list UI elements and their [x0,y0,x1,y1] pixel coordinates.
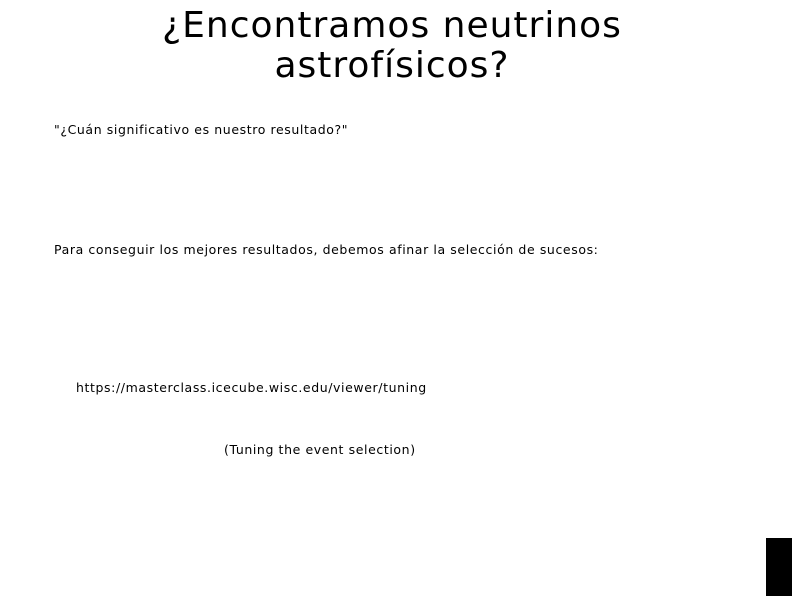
tuning-caption: (Tuning the event selection) [224,442,416,457]
slide-title-line-1: ¿Encontramos neutrinos [162,5,622,46]
slide-title-line-2: astrofísicos? [274,45,510,86]
slide-title [0,6,784,86]
tuning-link[interactable]: https://masterclass.icecube.wisc.edu/viewer/tuning [76,380,427,395]
significance-question: "¿Cuán significativo es nuestro resultado?" [54,122,349,137]
intro-text: Para conseguir los mejores resultados, debemos afinar la selección de sucesos: [54,242,599,257]
corner-block [766,538,792,596]
